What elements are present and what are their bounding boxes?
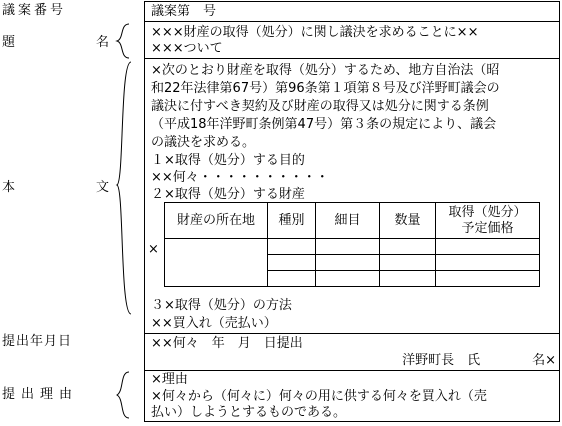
- table-cell: [268, 271, 316, 287]
- item1-heading: １×取得（処分）する目的: [151, 153, 305, 168]
- header-price-line2: 予定価格: [461, 220, 514, 236]
- brace-title: [117, 24, 129, 58]
- reason-line-2: 払い）しようとするものである。: [151, 405, 347, 420]
- label-title-1: 題: [2, 35, 16, 50]
- table-cell: [436, 271, 540, 287]
- label-title-2: 名: [96, 35, 110, 50]
- rule-after-number: [145, 21, 559, 22]
- label-body-1: 本: [2, 180, 16, 195]
- label-bill-number: 議案番号: [2, 3, 67, 18]
- rule-after-submit: [145, 370, 559, 371]
- body-line-2: 和22年法律第67号）第96条第１項第８号及び洋野町議会の: [151, 81, 500, 96]
- brace-body: [117, 62, 131, 314]
- item3-value: ××買入れ（売払い）: [151, 316, 277, 331]
- property-table: [164, 202, 540, 287]
- header-kind: 種別: [268, 203, 316, 239]
- signature: 洋野町長 氏 名×: [402, 353, 556, 368]
- bill-number-line: 議案第 号: [151, 4, 217, 19]
- body-line-3: 議決に付すべき契約及び財産の取得又は処分に関する条例: [151, 99, 489, 114]
- rule-after-body: [145, 333, 559, 334]
- header-price: [436, 203, 540, 239]
- item2-heading: ２×取得（処分）する財産: [151, 187, 305, 202]
- reason-line-1: ×何々から（何々に）何々の用に供する何々を買入れ（売: [151, 389, 487, 404]
- label-body-2: 文: [96, 180, 110, 195]
- table-cell: [380, 271, 436, 287]
- submit-line: ××何々 年 月 日提出: [151, 336, 303, 351]
- label-submit-date: 提出年月日: [2, 334, 73, 349]
- table-cell: [316, 271, 380, 287]
- table-cell: [316, 255, 380, 271]
- table-cell: [436, 255, 540, 271]
- label-reason: 提出理由: [2, 387, 79, 402]
- table-cell: [380, 255, 436, 271]
- header-quantity: 数量: [380, 203, 436, 239]
- location-cell: [165, 239, 268, 287]
- table-cell: [380, 239, 436, 255]
- table-cell: [268, 239, 316, 255]
- table-header-row: [165, 203, 540, 239]
- title-line-2: ×××ついて: [151, 41, 223, 56]
- table-row: [165, 239, 540, 255]
- rule-after-title: [145, 58, 559, 59]
- table-cell: [316, 239, 380, 255]
- bill-content-box: [144, 1, 560, 422]
- header-price-line1: 取得（処分）: [448, 204, 527, 220]
- body-line-5: の議決を求める。: [151, 135, 256, 150]
- item1-value: ××何々・・・・・・・・・・: [151, 170, 329, 185]
- body-line-1: ×次のとおり財産を取得（処分）するため、地方自治法（昭: [151, 63, 500, 78]
- header-location: 財産の所在地: [165, 203, 268, 239]
- title-line-1: ×××財産の取得（処分）に関し議決を求めることに××: [151, 25, 479, 40]
- item3-heading: ３×取得（処分）の方法: [151, 298, 292, 313]
- table-mark: ×: [148, 242, 159, 257]
- header-detail: 細目: [316, 203, 380, 239]
- body-line-4: （平成18年洋野町条例第47号）第３条の規定により、議会: [151, 117, 497, 132]
- table-cell: [268, 255, 316, 271]
- reason-heading: ×理由: [151, 372, 188, 387]
- brace-reason: [117, 372, 129, 418]
- table-cell: [436, 239, 540, 255]
